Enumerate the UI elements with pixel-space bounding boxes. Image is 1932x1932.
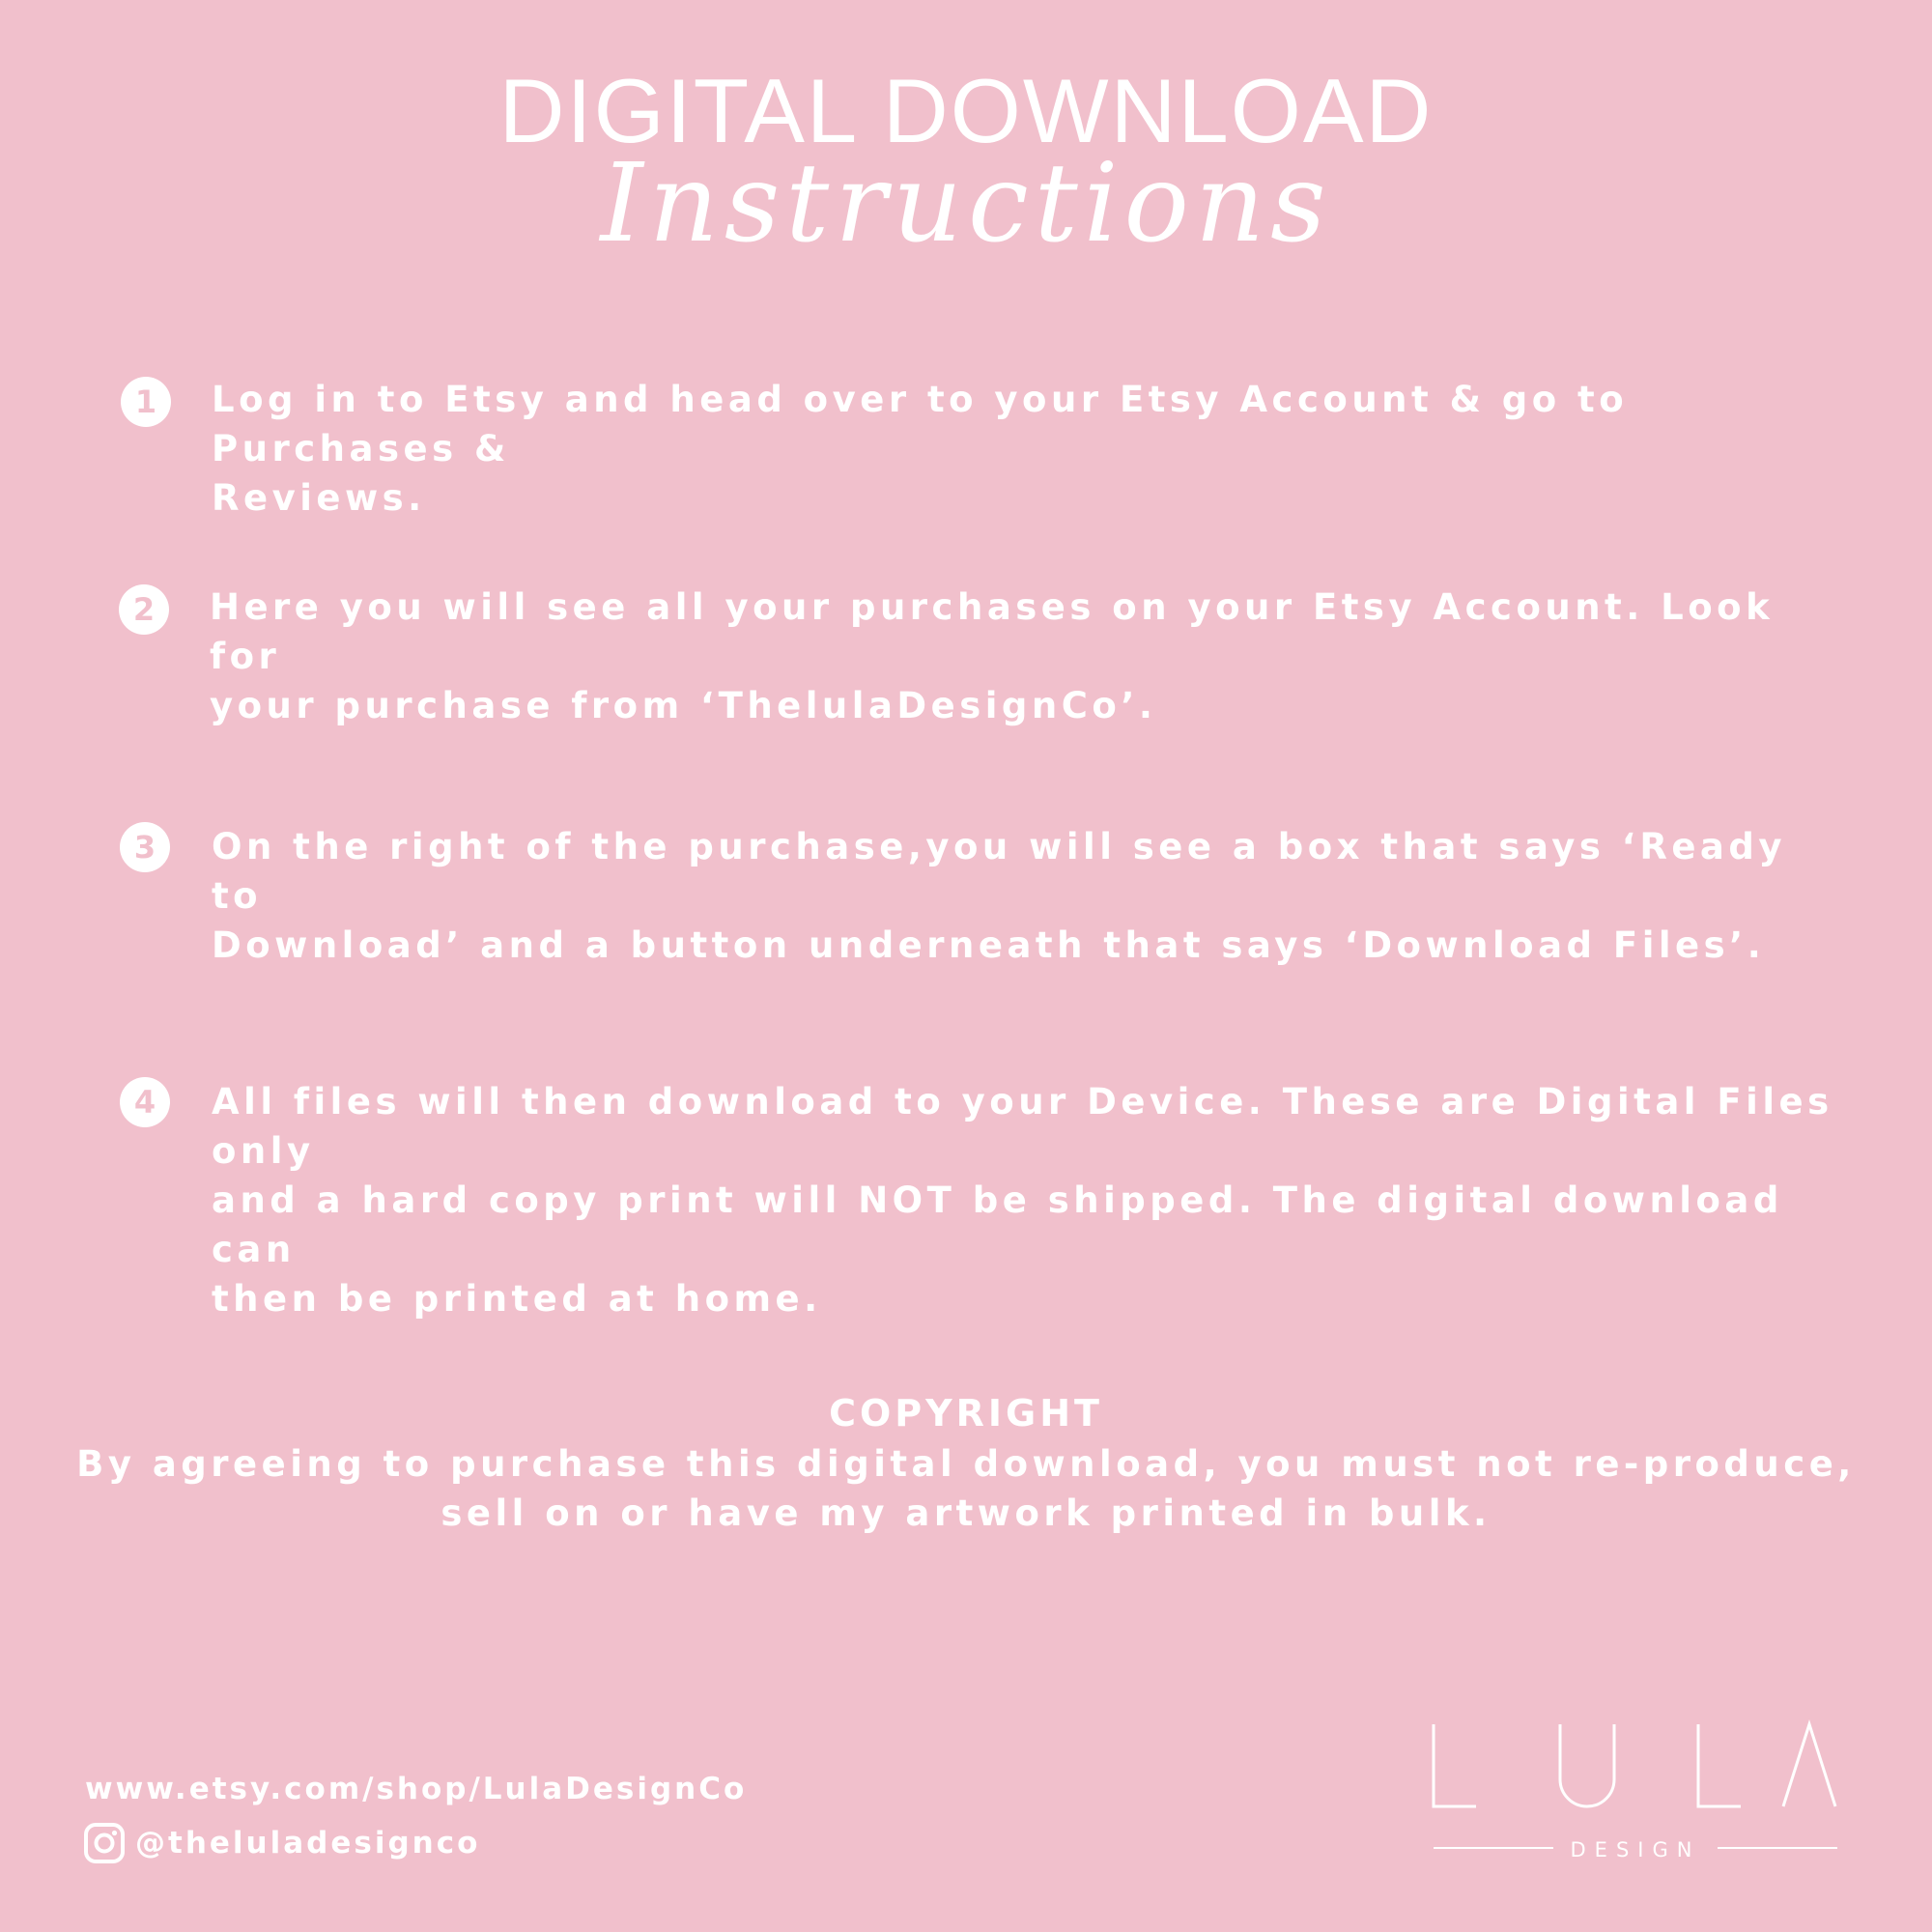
step-text: On the right of the purchase,you will see a box that says ‘Ready to Download’ and a button underneath that says ‘Download Files’. xyxy=(212,826,1787,966)
shop-url: www.etsy.com/shop/LulaDesignCo xyxy=(85,1772,748,1806)
instagram-handle: @theluladesignco xyxy=(135,1826,481,1861)
step-text: Here you will see all your purchases on your Etsy Account. Look for your purchase from ‘ThelulaDesignCo’. xyxy=(210,586,1775,726)
lula-design-logo xyxy=(1430,1719,1840,1860)
page-subtitle: Instructions xyxy=(600,141,1332,267)
step-number-badge: 3 xyxy=(120,822,170,872)
social-handle-row xyxy=(83,1822,480,1864)
step-number-badge: 2 xyxy=(119,584,169,635)
logo-tagline: DESIGN xyxy=(1570,1838,1701,1860)
step-text: Log in to Etsy and head over to your Etsy Account & go to Purchases & Reviews. xyxy=(212,379,1629,519)
page-title: DIGITAL DOWNLOAD xyxy=(498,60,1434,161)
copyright-text: By agreeing to purchase this digital download, you must not re-produce, sell on or have my artwork printed in bulk. xyxy=(76,1443,1856,1534)
step-number-badge: 4 xyxy=(120,1077,170,1127)
copyright-heading: COPYRIGHT xyxy=(829,1392,1103,1435)
step-number-badge: 1 xyxy=(121,377,171,427)
instagram-icon xyxy=(83,1822,126,1864)
step-text: All files will then download to your Device. These are Digital Files only and a hard copy print will NOT be shipped. The digital download can then be printed at home. xyxy=(212,1081,1833,1320)
